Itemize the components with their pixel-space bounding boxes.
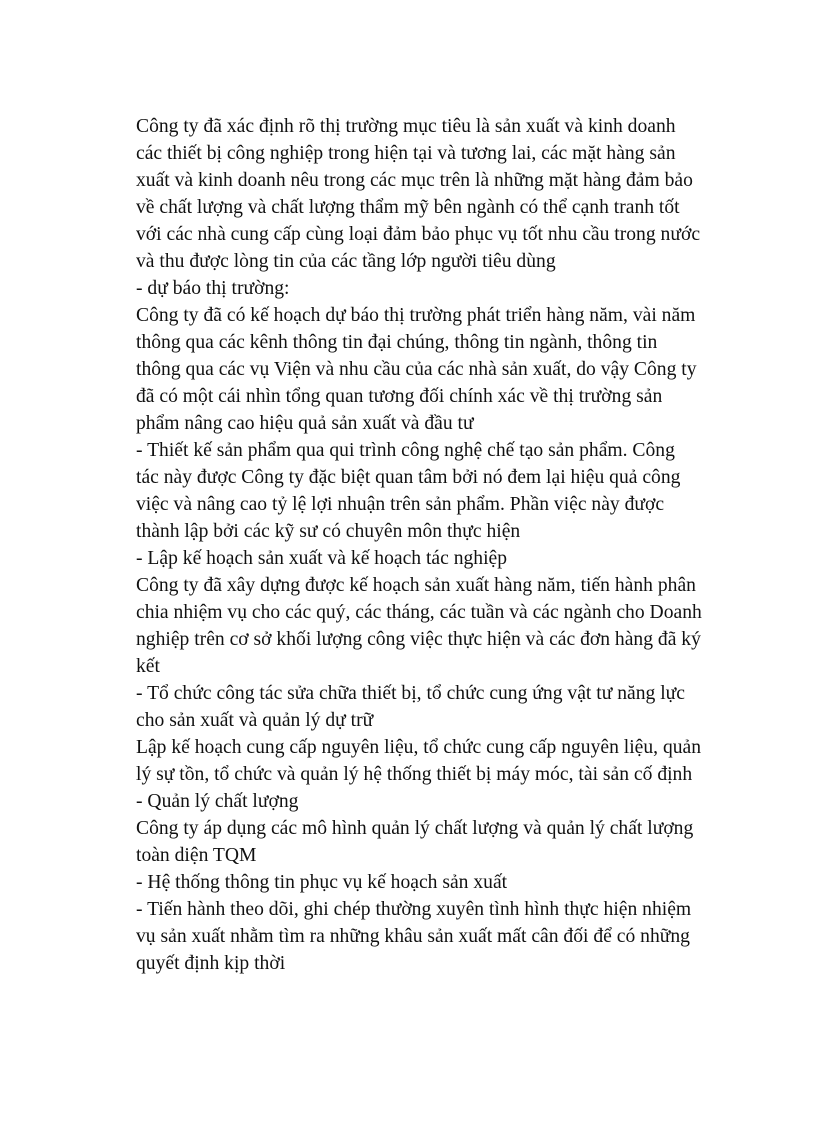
text-line: tác này được Công ty đặc biệt quan tâm bởi nó đem lại hiệu quả công: [136, 467, 681, 488]
text-line: các thiết bị công nghiệp trong hiện tại và tương lai, các mặt hàng sản: [136, 143, 676, 164]
text-line: Công ty đã có kế hoạch dự báo thị trường phát triển hàng năm, vài năm: [136, 305, 696, 326]
text-line: Công ty áp dụng các mô hình quản lý chất lượng và quản lý chất lượng: [136, 818, 694, 839]
text-line: lý sự tồn, tổ chức và quản lý hệ thống thiết bị máy móc, tài sản cố định: [136, 764, 693, 785]
text-line: Công ty đã xác định rõ thị trường mục tiêu là sản xuất và kinh doanh: [136, 116, 676, 137]
text-line: vụ sản xuất nhằm tìm ra những khâu sản xuất mất cân đối để có những: [136, 926, 690, 947]
text-line: toàn diện TQM: [136, 845, 257, 866]
text-line: về chất lượng và chất lượng thẩm mỹ bên ngành có thể cạnh tranh tốt: [136, 197, 680, 218]
text-line: đã có một cái nhìn tổng quan tương đối chính xác về thị trường sản: [136, 386, 663, 407]
text-line: - dự báo thị trường:: [136, 278, 290, 299]
text-line: - Thiết kế sản phẩm qua qui trình công nghệ chế tạo sản phẩm. Công: [136, 440, 675, 461]
text-line: chia nhiệm vụ cho các quý, các tháng, các tuần và các ngành cho Doanh: [136, 602, 702, 623]
text-line: cho sản xuất và quản lý dự trữ: [136, 710, 374, 731]
text-line: Lập kế hoạch cung cấp nguyên liệu, tổ chức cung cấp nguyên liệu, quản: [136, 737, 702, 758]
text-line: - Hệ thống thông tin phục vụ kế hoạch sản xuất: [136, 872, 508, 893]
text-line: - Lập kế hoạch sản xuất và kế hoạch tác nghiệp: [136, 548, 508, 569]
text-line: xuất và kinh doanh nêu trong các mục trên là những mặt hàng đảm bảo: [136, 170, 693, 191]
text-line: nghiệp trên cơ sở khối lượng công việc thực hiện và các đơn hàng đã ký: [136, 629, 701, 650]
text-line: - Tổ chức công tác sửa chữa thiết bị, tổ chức cung ứng vật tư năng lực: [136, 683, 685, 704]
text-line: thông qua các kênh thông tin đại chúng, thông tin ngành, thông tin: [136, 332, 658, 353]
text-line: kết: [136, 656, 160, 677]
text-line: việc và nâng cao tỷ lệ lợi nhuận trên sản phẩm. Phần việc này được: [136, 494, 665, 515]
text-line: và thu được lòng tin của các tầng lớp người tiêu dùng: [136, 251, 556, 272]
text-line: Công ty đã xây dựng được kế hoạch sản xuất hàng năm, tiến hành phân: [136, 575, 696, 596]
text-line: thành lập bởi các kỹ sư có chuyên môn thực hiện: [136, 521, 521, 542]
text-line: quyết định kịp thời: [136, 953, 286, 974]
text-line: thông qua các vụ Viện và nhu cầu của các nhà sản xuất, do vậy Công ty: [136, 359, 697, 380]
text-line: phẩm nâng cao hiệu quả sản xuất và đầu tư: [136, 413, 474, 434]
text-line: - Quản lý chất lượng: [136, 791, 299, 812]
text-line: - Tiến hành theo dõi, ghi chép thường xuyên tình hình thực hiện nhiệm: [136, 899, 692, 920]
text-line: với các nhà cung cấp cùng loại đảm bảo phục vụ tốt nhu cầu trong nước: [136, 224, 701, 245]
body-text: [136, 113, 736, 977]
